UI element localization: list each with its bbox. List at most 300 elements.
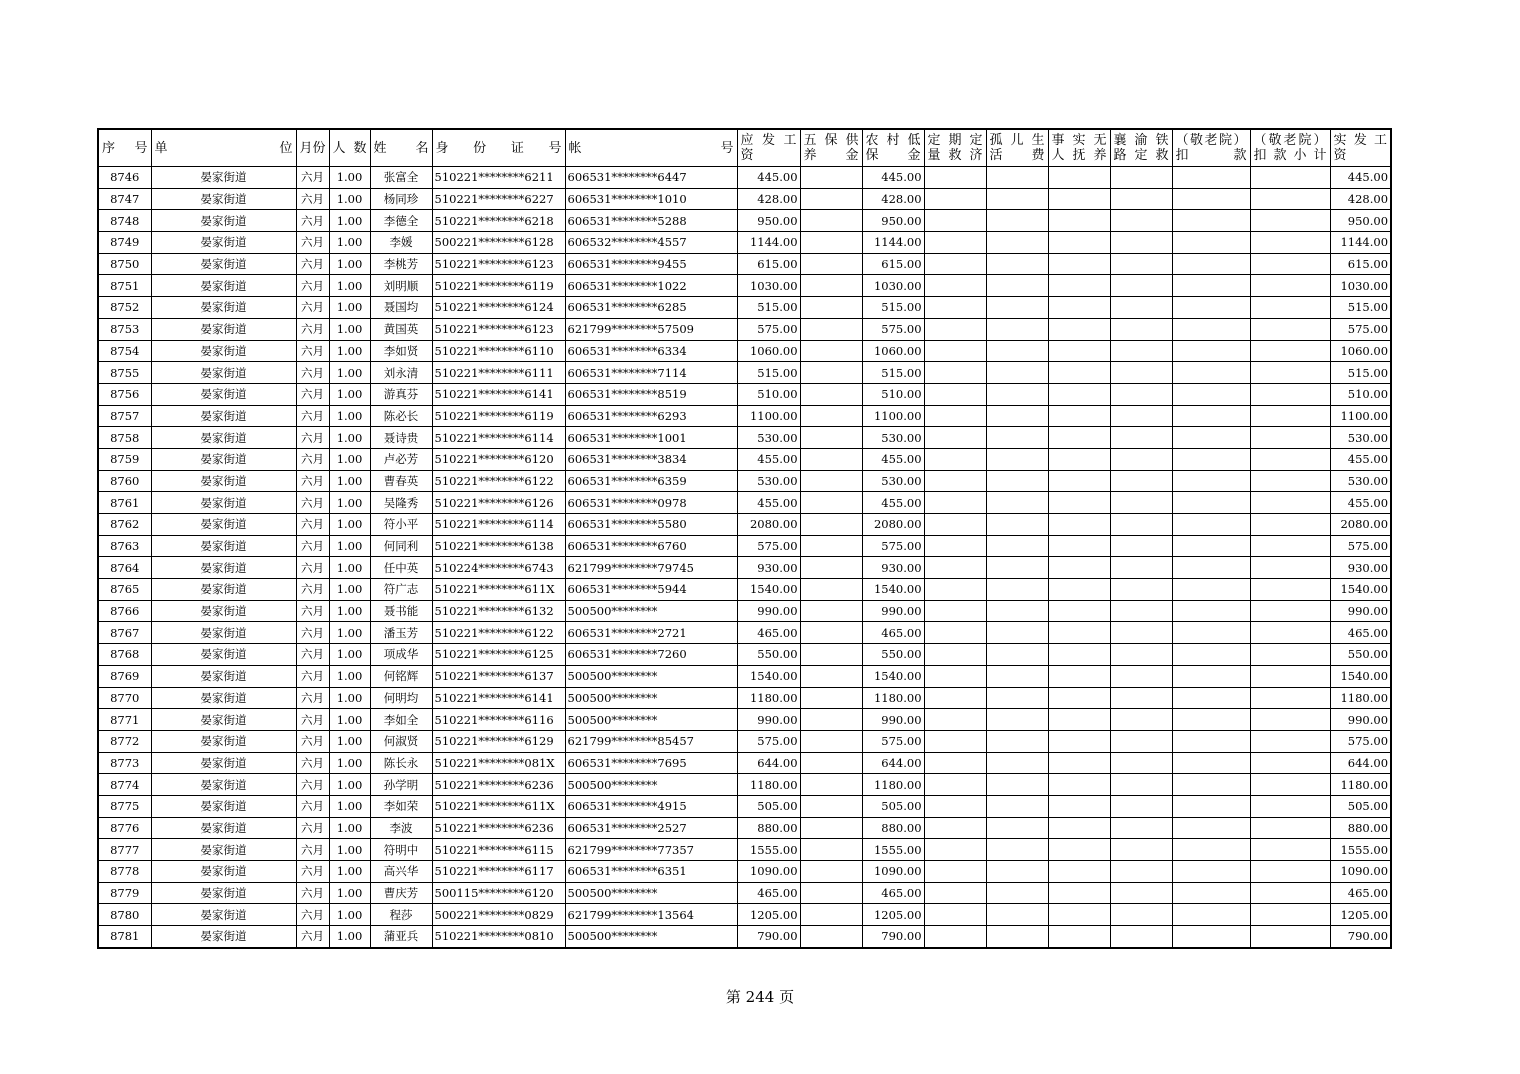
table-cell: 606531********6285 (565, 297, 737, 319)
table-cell (1172, 795, 1250, 817)
table-cell: 510221********6126 (432, 492, 565, 514)
table-cell: 8752 (98, 297, 151, 319)
table-cell: 8761 (98, 492, 151, 514)
table-cell (1250, 362, 1330, 384)
table-cell (924, 557, 986, 579)
table-body (98, 167, 1391, 948)
table-cell: 1.00 (329, 665, 370, 687)
table-cell: 510221********6122 (432, 622, 565, 644)
table-cell: 510221********081X (432, 752, 565, 774)
table-cell (800, 579, 862, 601)
table-cell: 8758 (98, 427, 151, 449)
table-cell: 1.00 (329, 167, 370, 189)
table-cell: 六月 (296, 730, 329, 752)
table-cell (1250, 709, 1330, 731)
payment-table (97, 128, 1392, 949)
table-cell: 六月 (296, 470, 329, 492)
table-cell: 1.00 (329, 709, 370, 731)
table-cell: 950.00 (737, 210, 800, 232)
table-cell: 1.00 (329, 795, 370, 817)
table-cell (986, 709, 1048, 731)
table-cell: 黄国英 (370, 318, 432, 340)
table-cell: 符广志 (370, 579, 432, 601)
table-cell: 606531********5944 (565, 579, 737, 601)
table-cell (924, 492, 986, 514)
table-cell: 510221********6141 (432, 383, 565, 405)
table-cell: 510221********6115 (432, 839, 565, 861)
table-cell (800, 774, 862, 796)
table-cell: 510221********6116 (432, 709, 565, 731)
table-cell: 1180.00 (862, 687, 924, 709)
column-header-line: 人 抚 养 (1051, 148, 1107, 163)
table-cell (986, 427, 1048, 449)
table-cell: 晏家街道 (151, 232, 296, 254)
table-cell (1172, 318, 1250, 340)
table-row (98, 167, 1391, 189)
table-cell (1250, 470, 1330, 492)
table-cell (1110, 514, 1172, 536)
table-cell (1110, 774, 1172, 796)
table-cell: 8760 (98, 470, 151, 492)
table-cell: 晏家街道 (151, 535, 296, 557)
column-header (800, 129, 862, 167)
table-cell: 606531********3834 (565, 448, 737, 470)
table-cell: 500221********6128 (432, 232, 565, 254)
table-cell: 550.00 (1330, 644, 1391, 666)
table-cell (924, 470, 986, 492)
table-cell: 1.00 (329, 687, 370, 709)
table-cell (1172, 926, 1250, 948)
table-cell (986, 167, 1048, 189)
table-cell (800, 557, 862, 579)
table-cell (1048, 535, 1110, 557)
table-cell (924, 795, 986, 817)
table-cell: 550.00 (862, 644, 924, 666)
table-cell: 1.00 (329, 882, 370, 904)
table-cell: 465.00 (862, 882, 924, 904)
table-cell (1172, 904, 1250, 926)
table-cell (800, 383, 862, 405)
table-cell: 8748 (98, 210, 151, 232)
table-cell: 950.00 (862, 210, 924, 232)
table-row (98, 492, 1391, 514)
table-cell: 8772 (98, 730, 151, 752)
table-cell (1172, 492, 1250, 514)
table-row (98, 600, 1391, 622)
table-cell (1048, 340, 1110, 362)
table-cell (1048, 383, 1110, 405)
table-cell: 8747 (98, 188, 151, 210)
table-cell (924, 709, 986, 731)
table-cell: 606531********5288 (565, 210, 737, 232)
table-cell: 李媛 (370, 232, 432, 254)
table-cell: 606531********5580 (565, 514, 737, 536)
table-cell (986, 210, 1048, 232)
table-cell (924, 644, 986, 666)
column-header (924, 129, 986, 167)
table-cell: 1.00 (329, 470, 370, 492)
table-cell: 晏家街道 (151, 188, 296, 210)
table-cell: 六月 (296, 405, 329, 427)
table-cell: 644.00 (862, 752, 924, 774)
table-cell: 1.00 (329, 622, 370, 644)
table-cell (1172, 362, 1250, 384)
table-cell (986, 232, 1048, 254)
table-cell: 510221********611X (432, 795, 565, 817)
table-cell: 606531********8519 (565, 383, 737, 405)
table-cell: 606531********6351 (565, 861, 737, 883)
table-cell: 510221********6227 (432, 188, 565, 210)
table-cell (1250, 427, 1330, 449)
table-cell: 990.00 (1330, 600, 1391, 622)
table-row (98, 579, 1391, 601)
table-cell (1110, 167, 1172, 189)
table-cell (1250, 839, 1330, 861)
table-cell: 何淑贤 (370, 730, 432, 752)
table-cell (1048, 795, 1110, 817)
table-cell: 428.00 (862, 188, 924, 210)
table-cell (1110, 687, 1172, 709)
column-header-line: 活 费 (989, 148, 1045, 163)
table-cell: 李如全 (370, 709, 432, 731)
table-cell: 六月 (296, 427, 329, 449)
table-cell: 515.00 (862, 297, 924, 319)
table-cell: 8756 (98, 383, 151, 405)
table-cell: 晏家街道 (151, 774, 296, 796)
table-cell: 1090.00 (862, 861, 924, 883)
table-cell (1048, 579, 1110, 601)
table-cell (924, 904, 986, 926)
table-row (98, 383, 1391, 405)
table-cell: 8751 (98, 275, 151, 297)
table-cell: 1060.00 (737, 340, 800, 362)
table-row (98, 817, 1391, 839)
table-cell (924, 318, 986, 340)
table-row (98, 297, 1391, 319)
table-cell: 晏家街道 (151, 904, 296, 926)
table-cell (1048, 774, 1110, 796)
table-cell: 六月 (296, 600, 329, 622)
table-cell (986, 340, 1048, 362)
table-cell (924, 448, 986, 470)
table-cell (986, 774, 1048, 796)
table-cell (986, 470, 1048, 492)
column-header-line: （敬老院） (1175, 133, 1247, 148)
table-cell: 六月 (296, 167, 329, 189)
table-cell: 晏家街道 (151, 839, 296, 861)
table-cell (800, 535, 862, 557)
column-header-line: （敬老院） (1253, 133, 1327, 148)
table-cell (1250, 448, 1330, 470)
table-cell (1250, 687, 1330, 709)
table-cell (924, 752, 986, 774)
table-cell (1048, 882, 1110, 904)
table-cell: 2080.00 (862, 514, 924, 536)
table-cell (800, 362, 862, 384)
table-cell (1250, 861, 1330, 883)
column-header (329, 129, 370, 167)
table-cell: 1.00 (329, 188, 370, 210)
table-cell: 1060.00 (862, 340, 924, 362)
table-cell (1110, 557, 1172, 579)
table-cell: 8778 (98, 861, 151, 883)
table-cell: 曹庆芳 (370, 882, 432, 904)
table-cell (986, 882, 1048, 904)
table-cell: 李桃芳 (370, 253, 432, 275)
table-cell (1250, 535, 1330, 557)
table-cell: 1.00 (329, 427, 370, 449)
table-cell: 晏家街道 (151, 514, 296, 536)
table-cell (1110, 492, 1172, 514)
table-cell: 606531********6334 (565, 340, 737, 362)
table-cell (924, 297, 986, 319)
table-row (98, 904, 1391, 926)
table-cell: 510221********6117 (432, 861, 565, 883)
table-cell: 8770 (98, 687, 151, 709)
table-cell: 聂书能 (370, 600, 432, 622)
table-cell (1172, 405, 1250, 427)
table-row (98, 318, 1391, 340)
table-cell: 530.00 (862, 470, 924, 492)
column-header-line: 扣 款 (1175, 148, 1247, 163)
table-cell: 621799********57509 (565, 318, 737, 340)
table-cell: 505.00 (737, 795, 800, 817)
table-cell (986, 926, 1048, 948)
table-cell (1048, 362, 1110, 384)
table-row (98, 275, 1391, 297)
table-cell: 何同利 (370, 535, 432, 557)
table-cell (924, 687, 986, 709)
table-cell: 六月 (296, 232, 329, 254)
table-cell: 李德全 (370, 210, 432, 232)
column-header (1110, 129, 1172, 167)
table-row (98, 861, 1391, 883)
table-cell: 455.00 (1330, 448, 1391, 470)
table-cell: 1540.00 (862, 579, 924, 601)
table-cell: 六月 (296, 297, 329, 319)
table-cell: 张富全 (370, 167, 432, 189)
table-cell (1172, 557, 1250, 579)
table-cell: 孙学明 (370, 774, 432, 796)
table-cell (1048, 448, 1110, 470)
table-cell: 1.00 (329, 405, 370, 427)
table-cell (924, 600, 986, 622)
table-cell: 晏家街道 (151, 253, 296, 275)
table-cell: 930.00 (1330, 557, 1391, 579)
table-cell (1172, 817, 1250, 839)
table-cell: 六月 (296, 318, 329, 340)
table-cell: 510221********6125 (432, 644, 565, 666)
table-cell (986, 297, 1048, 319)
table-cell: 500115********6120 (432, 882, 565, 904)
table-cell: 1.00 (329, 861, 370, 883)
table-cell: 530.00 (1330, 470, 1391, 492)
table-row (98, 730, 1391, 752)
column-header-line: 身 份 证 号 (435, 140, 562, 156)
table-cell: 陈必长 (370, 405, 432, 427)
table-cell: 500500******** (565, 600, 737, 622)
table-cell: 1.00 (329, 817, 370, 839)
column-header-line: 序 号 (102, 140, 148, 156)
table-cell: 刘明顺 (370, 275, 432, 297)
table-cell (1110, 709, 1172, 731)
table-row (98, 795, 1391, 817)
table-cell: 杨同珍 (370, 188, 432, 210)
table-cell (986, 405, 1048, 427)
table-cell: 510.00 (1330, 383, 1391, 405)
table-cell: 1205.00 (1330, 904, 1391, 926)
table-cell: 六月 (296, 861, 329, 883)
table-cell (986, 275, 1048, 297)
table-cell (1250, 644, 1330, 666)
table-row (98, 665, 1391, 687)
table-cell: 510221********0810 (432, 926, 565, 948)
table-cell: 990.00 (1330, 709, 1391, 731)
column-header-line: 月份 (299, 140, 326, 156)
column-header-line: 应 发 工 (740, 133, 797, 148)
table-cell (1250, 383, 1330, 405)
table-cell: 晏家街道 (151, 665, 296, 687)
table-cell (1048, 730, 1110, 752)
table-cell: 何铭辉 (370, 665, 432, 687)
table-cell: 510221********611X (432, 579, 565, 601)
table-cell (1250, 904, 1330, 926)
table-cell (924, 665, 986, 687)
table-cell (1048, 665, 1110, 687)
table-cell: 8768 (98, 644, 151, 666)
table-row (98, 752, 1391, 774)
table-row (98, 557, 1391, 579)
table-cell (1172, 861, 1250, 883)
table-cell: 1144.00 (1330, 232, 1391, 254)
table-cell (800, 210, 862, 232)
table-cell: 六月 (296, 492, 329, 514)
table-cell: 606532********4557 (565, 232, 737, 254)
table-cell: 1.00 (329, 774, 370, 796)
table-cell (800, 405, 862, 427)
table-cell: 1.00 (329, 904, 370, 926)
table-cell: 990.00 (737, 709, 800, 731)
table-cell (1110, 232, 1172, 254)
table-cell: 曹春英 (370, 470, 432, 492)
table-cell: 455.00 (862, 448, 924, 470)
table-cell: 李如贤 (370, 340, 432, 362)
table-cell: 500500******** (565, 926, 737, 948)
table-row (98, 882, 1391, 904)
table-cell (1048, 188, 1110, 210)
column-header (98, 129, 151, 167)
table-cell (800, 448, 862, 470)
table-cell (1048, 861, 1110, 883)
table-cell (800, 275, 862, 297)
table-cell (800, 514, 862, 536)
table-cell: 1205.00 (737, 904, 800, 926)
table-cell: 1.00 (329, 752, 370, 774)
table-cell: 1.00 (329, 318, 370, 340)
table-cell (986, 622, 1048, 644)
table-cell: 465.00 (1330, 882, 1391, 904)
page-number: 第 244 页 (725, 988, 795, 1006)
table-cell: 六月 (296, 904, 329, 926)
column-header-line: 扣 款 小 计 (1253, 148, 1327, 163)
table-cell: 510221********6141 (432, 687, 565, 709)
table-cell: 505.00 (862, 795, 924, 817)
table-cell (1250, 557, 1330, 579)
table-cell: 575.00 (737, 535, 800, 557)
table-cell: 455.00 (1330, 492, 1391, 514)
table-cell: 1.00 (329, 579, 370, 601)
table-cell (800, 817, 862, 839)
table-cell: 500500******** (565, 687, 737, 709)
table-cell (924, 383, 986, 405)
table-cell: 8781 (98, 926, 151, 948)
table-cell: 8769 (98, 665, 151, 687)
table-cell (1110, 665, 1172, 687)
table-cell (1048, 817, 1110, 839)
table-cell: 530.00 (862, 427, 924, 449)
table-cell: 510221********6123 (432, 253, 565, 275)
table-cell: 465.00 (737, 882, 800, 904)
table-cell (1110, 904, 1172, 926)
table-cell: 1.00 (329, 448, 370, 470)
table-cell (1048, 297, 1110, 319)
table-cell (1172, 730, 1250, 752)
table-cell: 880.00 (1330, 817, 1391, 839)
table-cell (986, 752, 1048, 774)
table-cell: 515.00 (737, 362, 800, 384)
table-cell (1110, 600, 1172, 622)
table-cell: 8759 (98, 448, 151, 470)
table-cell: 606531********0978 (565, 492, 737, 514)
table-cell: 950.00 (1330, 210, 1391, 232)
table-header (98, 129, 1391, 167)
table-cell: 六月 (296, 622, 329, 644)
table-cell (1110, 297, 1172, 319)
column-header-line: 量 救 济 (927, 148, 983, 163)
table-cell: 2080.00 (1330, 514, 1391, 536)
table-cell: 8750 (98, 253, 151, 275)
table-cell (1172, 535, 1250, 557)
table-cell: 510221********6124 (432, 297, 565, 319)
table-cell (1110, 405, 1172, 427)
table-cell (1172, 774, 1250, 796)
table-cell (1048, 926, 1110, 948)
table-cell: 530.00 (737, 470, 800, 492)
table-cell: 621799********85457 (565, 730, 737, 752)
table-cell: 1205.00 (862, 904, 924, 926)
table-cell: 606531********4915 (565, 795, 737, 817)
table-cell: 8773 (98, 752, 151, 774)
table-cell: 575.00 (1330, 318, 1391, 340)
table-cell (1172, 579, 1250, 601)
table-cell: 8767 (98, 622, 151, 644)
table-cell (1048, 514, 1110, 536)
table-cell: 930.00 (737, 557, 800, 579)
column-header-line: 路 定 救 (1113, 148, 1169, 163)
table-cell: 1555.00 (862, 839, 924, 861)
column-header (1048, 129, 1110, 167)
table-cell (1110, 579, 1172, 601)
table-cell: 606531********6760 (565, 535, 737, 557)
table-cell: 575.00 (737, 318, 800, 340)
table-cell (924, 882, 986, 904)
table-cell: 8777 (98, 839, 151, 861)
table-cell: 510221********6211 (432, 167, 565, 189)
table-cell: 606531********1001 (565, 427, 737, 449)
table-cell: 8754 (98, 340, 151, 362)
table-row (98, 687, 1391, 709)
column-header (737, 129, 800, 167)
